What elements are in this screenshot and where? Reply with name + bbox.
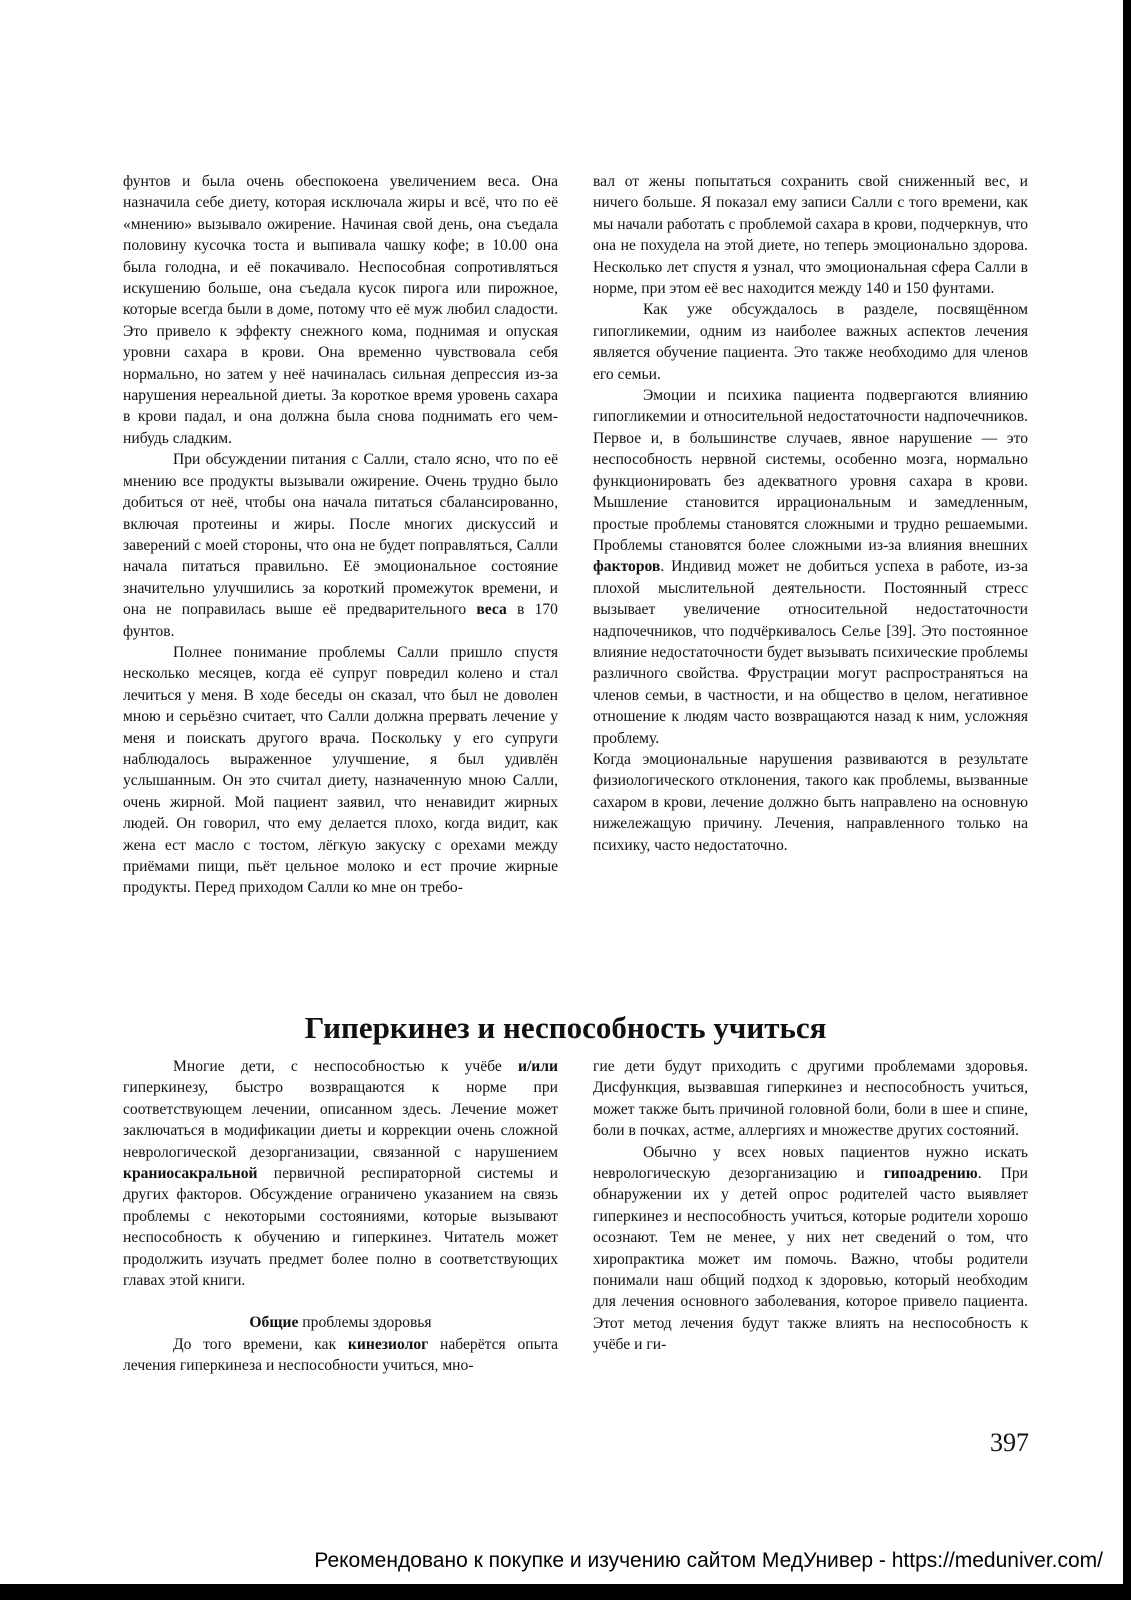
paragraph (123, 1056, 558, 1291)
bold-term: краниосакральной (123, 1165, 258, 1183)
page-number: 397 (990, 1428, 1029, 1457)
text-run: Эмоции и психика пациента подвергаются влиянию гипогликемии и относительной недостаточности надпочечников. Первое и, в большинстве случаев, явное нарушение — это неспособность нервной системы, особенно мозга, нормально функционировать без адекватного уровня сахара в крови. Мышление становится иррациональным и замедленным, простые проблемы становятся сложными и трудно решаемыми. Проблемы становятся более сложными из-за влияния внешних (593, 387, 1028, 554)
subheading (123, 1312, 558, 1333)
paragraph (123, 1334, 558, 1377)
paragraph: вал от жены попытаться сохранить свой сниженный вес, и ничего больше. Я показал ему записи Салли с того времени, как мы начали работать с проблемой сахара в крови, подчеркнув, что она не похудела на этой диете, но теперь эмоционально здорова. Несколько лет спустя я узнал, что эмоциональная сфера Салли в норме, при этом её вес находится между 140 и 150 фунтами. (593, 173, 1028, 298)
bold-term: и/или (517, 1058, 558, 1075)
scan-border-bottom (0, 1584, 1131, 1600)
paragraph: Как уже обсуждалось в разделе, посвящённом гипогликемии, одним из наиболее важных аспектов лечения является обучение пациента. Это также необходимо для членов его семьи. (593, 301, 1028, 383)
bold-term: кинезиолог (347, 1335, 429, 1353)
text-run: первичной респираторной системы и других факторов. Обсуждение ограничено указанием на связь проблемы с некоторыми состояниями, которые вызывают неспособность к обучению и гиперкинез. Читатель может продолжить изучать предмет более полно в соответствующих главах этой книги. (123, 1165, 558, 1290)
bold-term: веса (476, 601, 507, 619)
paragraph (593, 1142, 1028, 1356)
text-run: Многие дети, с неспособностью к учёбе (173, 1058, 518, 1075)
bold-term: Общие (249, 1314, 299, 1332)
paragraph: Полнее понимание проблемы Салли пришло спустя несколько месяцев, когда её супруг повредил колено и стал лечиться у меня. В ходе беседы он сказал, что был не доволен мною и серьёзно считает, что Салли должна прервать лечение у меня и поискать другого врача. Поскольку у его супруги наблюдалось выраженное улучшение, я был удивлён услышанным. Он это считал диету, назначенную мною Салли, очень жирной. Мой пациент заявил, что ненавидит жирных людей. Он говорил, что ему делается плохо, когда видит, как жена ест масло с тостом, лёгкую закуску с орехами между приёмами пищи, пьёт цельное молоко и ест прочие жирные продукты. Перед приходом Салли ко мне он требо- (123, 643, 558, 897)
paragraph (123, 449, 558, 642)
text-run: Обычно у всех новых пациентов нужно искать неврологическую дезорганизацию и (593, 1143, 1028, 1183)
text-run: . При обнаружении их у детей опрос родителей часто выявляет гиперкинез и неспособность учиться, которые родители хорошо осознают. Тем не менее, у них нет сведений о том, что хиропрактика может им помочь. Важно, чтобы родители понимали наш общий подход к здоровью, который необходим для лечения основного заболевания, которое привело пациента. Этот метод лечения будут также влиять на неспособность к учёбе и ги- (593, 1165, 1029, 1354)
text-run: . Индивид может не добиться успеха в работе, из-за плохой мыслительной деятельности. Постоянный стресс вызывает увеличение относительной недостаточности надпочечников, что подчёркивалось Селье [39]. Это постоянное влияние недостаточности будет вызывать психические проблемы различного свойства. Фрустрации могут распространяться на членов семьи, в частности, и на общество в целом, негативное отношение к людям часто возвращаются назад к ним, усложняя проблему. (593, 558, 1028, 747)
text-run: гиперкинезу, быстро возвращаются к норме при соответствующем лечении, описанном здесь. Лечение может заключаться в модификации диеты и коррекции очень сложной неврологической дезорганизации, связанной с нарушением (123, 1079, 558, 1161)
paragraph (593, 385, 1028, 749)
bold-term: факторов (593, 558, 661, 576)
text-run: проблемы здоровья (298, 1314, 432, 1332)
text-run: До того времени, как (173, 1335, 348, 1353)
section-heading: Гиперкинез и неспособность учиться (304, 1010, 827, 1045)
bold-term: гипоадрению (883, 1165, 978, 1183)
paragraph: гие дети будут приходить с другими проблемами здоровья. Дисфункция, вызвавшая гиперкинез и неспособность учиться, может также быть причиной головной боли, боли в шее и спине, боли в почках, астме, аллергиях и множестве других состояний. (593, 1058, 1028, 1140)
text-column-top-right (593, 171, 1028, 856)
paragraph: фунтов и была очень обеспокоена увеличением веса. Она назначила себе диету, которая исключала жиры и всё, что по её «мнению» вызывало ожирение. Начиная свой день, она съедала половину кусочка тоста и выпивала чашку кофе; в 10.00 она была голодна, и её покачивало. Неспособная сопротивляться искушению больше, она съедала кусок пирога или пирожное, которые всегда были в доме, потому что её муж любил сладости. Это привело к эффекту снежного кома, поднимая и опуская уровни сахара в крови. Она временно чувствовала себя нормально, но затем у неё начиналась сильная депрессия из-за нарушения нереальной диеты. За короткое время уровень сахара в крови падал, и она должна была снова поднимать его чем-нибудь сладким. (123, 173, 558, 447)
footer-recommendation: Рекомендовано к покупке и изучению сайтом МедУнивер - https://meduniver.com/ (314, 1549, 1103, 1572)
text-column-bottom-right (593, 1056, 1028, 1356)
scan-border-right (1123, 0, 1131, 1600)
text-column-top-left (123, 171, 558, 899)
text-column-bottom-left (123, 1056, 558, 1377)
text-run: наберётся опыта лечения гиперкинеза и неспособности учиться, мно- (123, 1335, 558, 1375)
paragraph: Когда эмоциональные нарушения развиваются в результате физиологического отклонения, такого как проблемы, вызванные сахаром в крови, лечение должно быть направлено на основную нижележащую причину. Лечения, направленного только на психику, часто недостаточно. (593, 750, 1028, 854)
text-run: в 170 фунтов. (123, 601, 558, 640)
text-run: При обсуждении питания с Салли, стало ясно, что по её мнению все продукты вызывали ожирение. Очень трудно было добиться от неё, чтобы она начала питаться сбалансированно, включая протеины и жиры. После многих дискуссий и заверений с моей стороны, что она не будет поправляться, Салли начала питаться правильно. Её эмоциональное состояние значительно улучшились за короткий промежуток времени, и она не поправилась выше её предварительного (123, 451, 558, 619)
